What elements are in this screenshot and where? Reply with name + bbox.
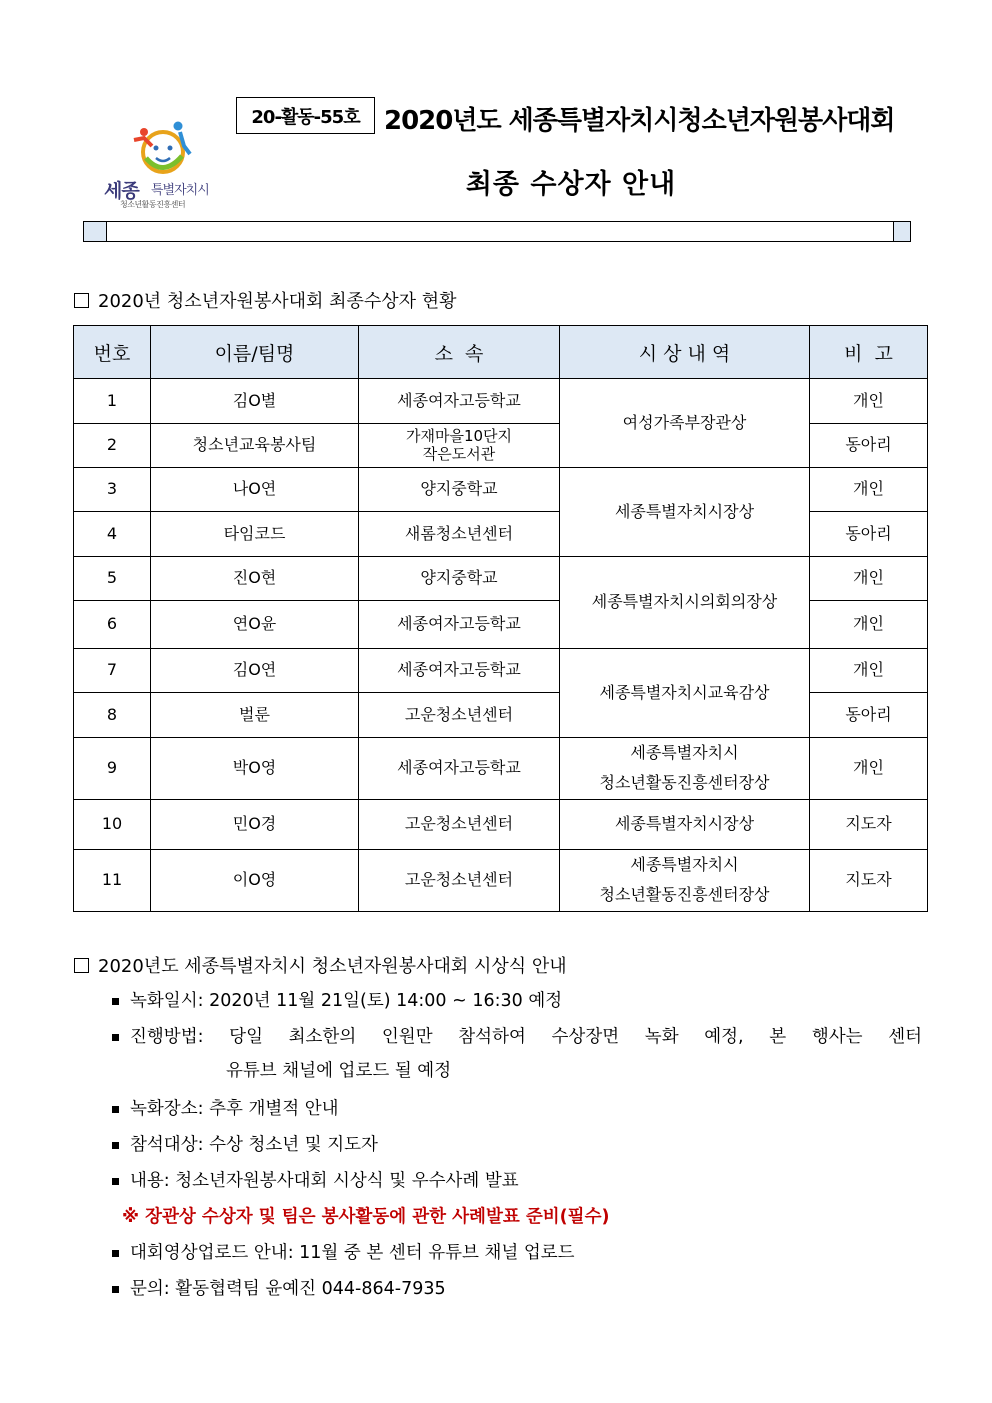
cell-name: 타임코드 [151, 512, 359, 557]
cell-note: 동아리 [810, 512, 928, 557]
header-org: 소 속 [359, 326, 560, 379]
notice-text: ※ 장관상 수상자 및 팀은 봉사활동에 관한 사례발표 준비(필수) [122, 1207, 610, 1227]
content: 내용: 청소년자원봉사대회 시상식 및 우수사례 발표 [130, 1171, 519, 1191]
title-sub: 최종 수상자 안내 [465, 169, 677, 200]
cell-no: 4 [74, 512, 151, 557]
cell-name: 진O현 [151, 557, 359, 601]
list-item [110, 1272, 922, 1308]
list-item [110, 1092, 922, 1128]
cell-org: 고운청소년센터 [359, 799, 560, 849]
header-note: 비 고 [810, 326, 928, 379]
cell-name: 민O경 [151, 799, 359, 849]
cell-no: 3 [74, 468, 151, 512]
cell-award [560, 849, 810, 911]
cell-org-line2: 작은도서관 [422, 444, 496, 463]
cell-no: 9 [74, 738, 151, 800]
table-row [74, 738, 928, 800]
cell-note: 개인 [810, 649, 928, 693]
cell-note: 개인 [810, 557, 928, 601]
bullet-icon [112, 1142, 119, 1149]
section-heading-ceremony [74, 952, 567, 978]
winners-table [73, 325, 928, 912]
method-line1: 진행방법: 당일 최소한의 인원만 참석하여 수상장면 녹화 예정, 본 행사는 센터 [130, 1027, 922, 1047]
cell-note: 지도자 [810, 849, 928, 911]
cell-award: 세종특별자치시교육감상 [560, 649, 810, 738]
cell-no: 10 [74, 799, 151, 849]
table-row [74, 557, 928, 601]
decorative-bar [83, 221, 911, 242]
cell-award [560, 738, 810, 800]
header-award: 시 상 내 역 [560, 326, 810, 379]
cell-name: 김O별 [151, 379, 359, 424]
recording-date: 녹화일시: 2020년 11월 21일(토) 14:00 ~ 16:30 예정 [130, 991, 563, 1011]
title-main: 2020년도 세종특별자치시청소년자원봉사대회 [384, 106, 895, 136]
list-item [110, 1164, 922, 1200]
header-no: 번호 [74, 326, 151, 379]
contact: 문의: 활동협력팀 윤예진 044-864-7935 [130, 1279, 446, 1299]
cell-no: 5 [74, 557, 151, 601]
cell-note: 동아리 [810, 693, 928, 738]
video-upload: 대회영상업로드 안내: 11월 중 본 센터 유튜브 채널 업로드 [130, 1243, 575, 1263]
cell-org: 세종여자고등학교 [359, 649, 560, 693]
cell-award: 여성가족부장관상 [560, 379, 810, 468]
cell-note: 개인 [810, 601, 928, 649]
checkbox-square-icon [74, 958, 89, 973]
cell-org: 고운청소년센터 [359, 849, 560, 911]
document-number: 20-활동-55호 [236, 97, 375, 134]
cell-name: 나O연 [151, 468, 359, 512]
cell-no: 6 [74, 601, 151, 649]
cell-org: 세종여자고등학교 [359, 601, 560, 649]
bar-left-block [84, 222, 107, 241]
table-row [74, 649, 928, 693]
bullet-icon [112, 998, 119, 1005]
cell-name: 이O영 [151, 849, 359, 911]
bullet-icon [112, 1286, 119, 1293]
logo-sub1: 특별자치시 [151, 183, 209, 198]
cell-no: 8 [74, 693, 151, 738]
cell-org: 고운청소년센터 [359, 693, 560, 738]
section-heading-text: 2020년 청소년자원봉사대회 최종수상자 현황 [98, 291, 457, 312]
list-item [110, 1236, 922, 1272]
bullet-icon [112, 1034, 119, 1041]
cell-note: 지도자 [810, 799, 928, 849]
cell-name: 청소년교육봉사팀 [151, 424, 359, 468]
ceremony-details-list [110, 984, 922, 1308]
table-row [74, 799, 928, 849]
cell-award: 세종특별자치시장상 [560, 468, 810, 557]
cell-org: 양지중학교 [359, 468, 560, 512]
cell-org: 새롬청소년센터 [359, 512, 560, 557]
cell-award-line1: 세종특별자치시 [630, 854, 739, 874]
bullet-icon [112, 1250, 119, 1257]
bullet-icon [112, 1178, 119, 1185]
cell-no: 11 [74, 849, 151, 911]
cell-org: 세종여자고등학교 [359, 738, 560, 800]
list-item [110, 1020, 922, 1092]
cell-name: 벌룬 [151, 693, 359, 738]
checkbox-square-icon [74, 293, 89, 308]
cell-no: 1 [74, 379, 151, 424]
table-header-row [74, 326, 928, 379]
cell-award-line1: 세종특별자치시 [630, 743, 739, 762]
attendees: 참석대상: 수상 청소년 및 지도자 [130, 1135, 378, 1155]
table-row [74, 468, 928, 512]
cell-org: 양지중학교 [359, 557, 560, 601]
cell-note: 개인 [810, 738, 928, 800]
cell-org-line1: 가재마을10단지 [405, 427, 513, 446]
cell-note: 개인 [810, 379, 928, 424]
cell-note: 동아리 [810, 424, 928, 468]
recording-place: 녹화장소: 추후 개별적 안내 [130, 1099, 339, 1119]
cell-name: 김O연 [151, 649, 359, 693]
bar-right-block [893, 222, 910, 241]
cell-award: 세종특별자치시장상 [560, 799, 810, 849]
method-line2: 유튜브 채널에 업로드 될 예정 [226, 1061, 452, 1081]
section-heading-winners [74, 287, 457, 313]
cell-no: 2 [74, 424, 151, 468]
cell-award: 세종특별자치시의회의장상 [560, 557, 810, 649]
list-item [110, 1128, 922, 1164]
table-row [74, 379, 928, 424]
cell-name: 박O영 [151, 738, 359, 800]
cell-award-line2: 청소년활동진흥센터장상 [599, 885, 770, 905]
cell-note: 개인 [810, 468, 928, 512]
logo-sub2: 청소년활동진흥센터 [120, 200, 186, 209]
cell-no: 7 [74, 649, 151, 693]
logo-name: 세종 [104, 180, 139, 202]
cell-name: 연O윤 [151, 601, 359, 649]
section-heading-text: 2020년도 세종특별자치시 청소년자원봉사대회 시상식 안내 [98, 956, 567, 977]
table-row [74, 849, 928, 911]
cell-award-line2: 청소년활동진흥센터장상 [599, 773, 770, 793]
cell-org: 세종여자고등학교 [359, 379, 560, 424]
header-name: 이름/팀명 [151, 326, 359, 379]
cell-org [359, 424, 560, 468]
list-item [110, 984, 922, 1020]
bullet-icon [112, 1106, 119, 1113]
